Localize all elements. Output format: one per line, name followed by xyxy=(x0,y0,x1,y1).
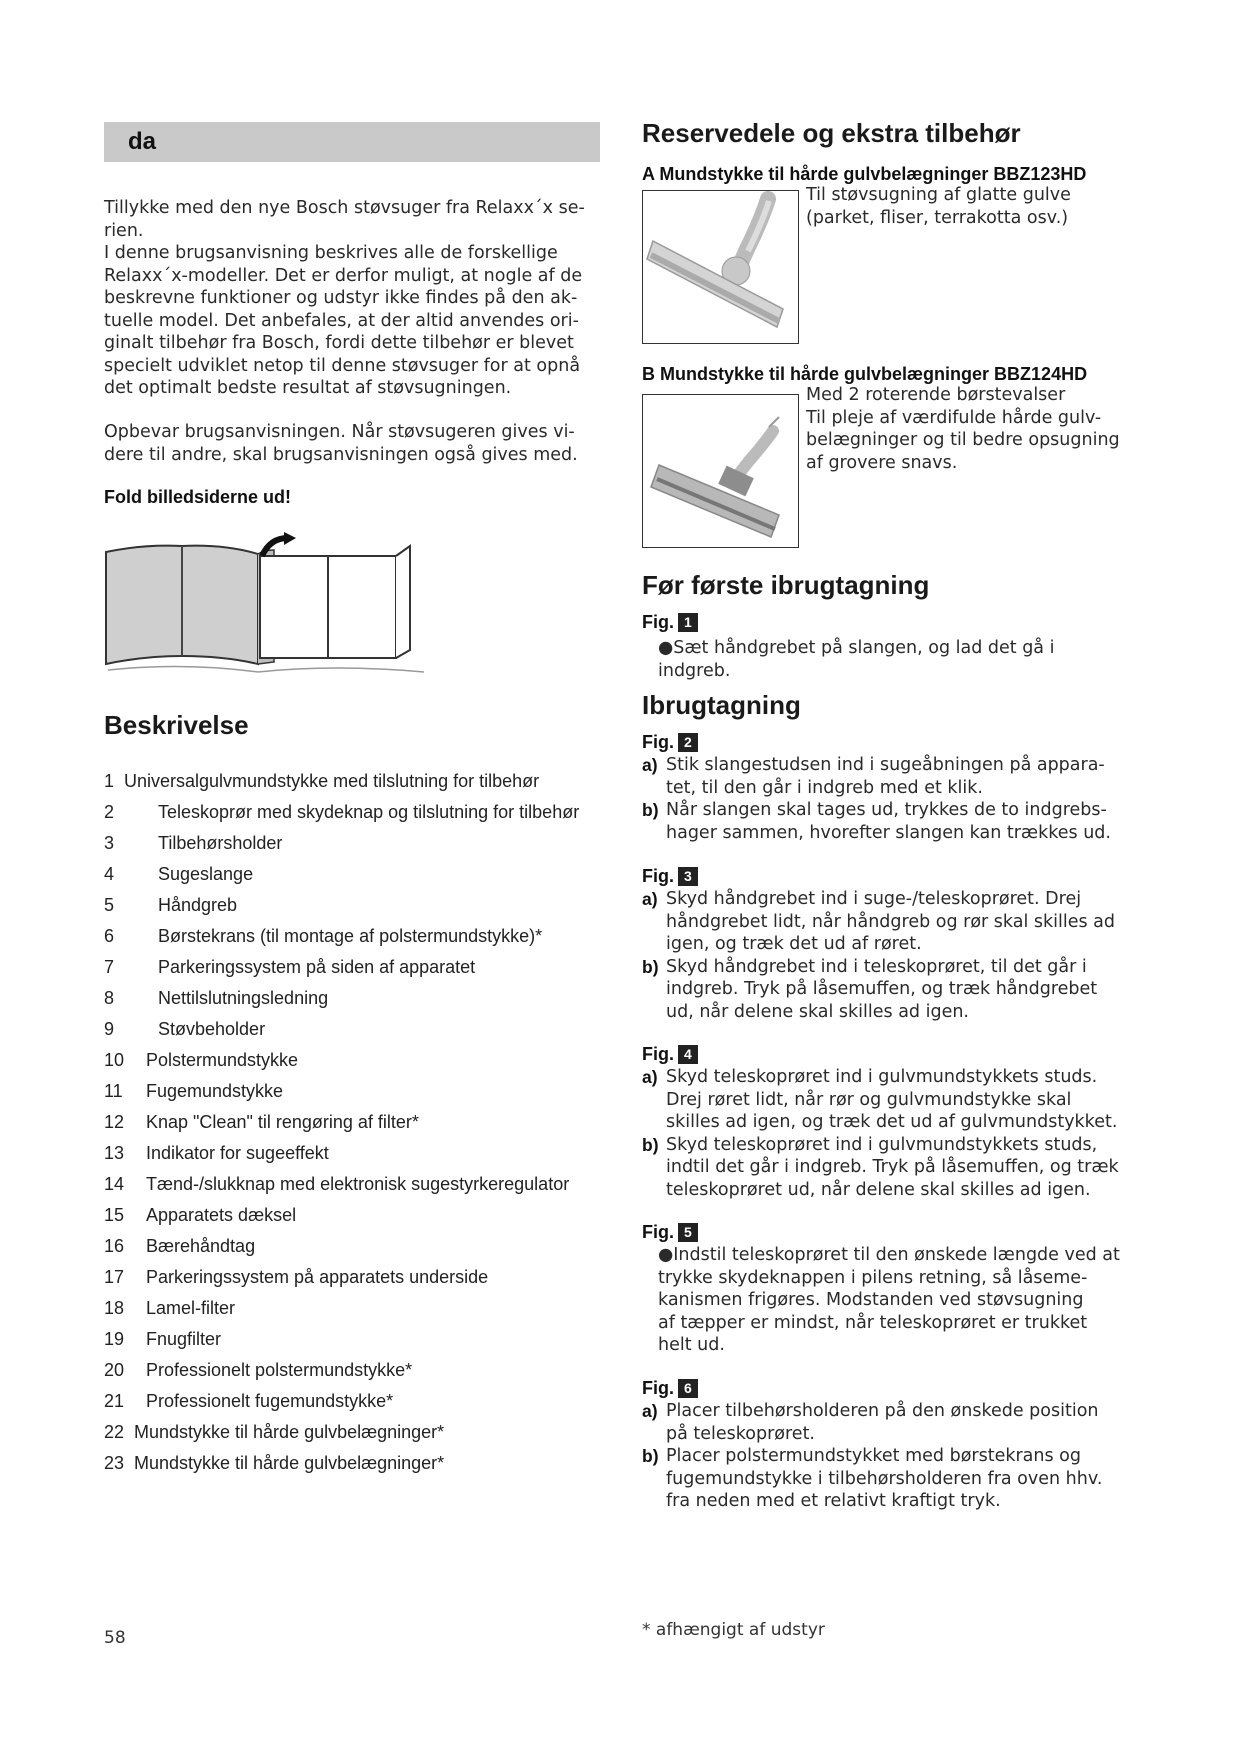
list-item xyxy=(104,1076,624,1107)
list-item xyxy=(104,1293,624,1324)
item-number: 11 xyxy=(104,1081,123,1101)
fig-number-badge: 6 xyxy=(678,1379,698,1398)
step-letter: b) xyxy=(642,800,659,820)
fig-word: Fig. xyxy=(642,612,674,632)
step-a xyxy=(642,1400,1122,1445)
fig-number-badge: 5 xyxy=(678,1223,698,1242)
hard-floor-nozzle-b-image xyxy=(642,394,799,548)
list-item xyxy=(104,1200,624,1231)
text-line: ●Indstil teleskoprøret til den ønskede længde ved at xyxy=(658,1245,1120,1265)
list-item xyxy=(104,828,624,859)
keep-manual-paragraph xyxy=(104,421,604,466)
list-item xyxy=(104,859,624,890)
parts-list xyxy=(104,766,624,1479)
step-b xyxy=(642,1134,1122,1202)
text-line: kanismen frigøres. Modstanden ved støvsugning xyxy=(658,1290,1084,1310)
text-line: Relaxx´x-modeller. Det er derfor muligt, at nogle af de xyxy=(104,265,583,286)
text-line: fugemundstykke i tilbehørsholderen fra oven hhv. xyxy=(666,1468,1103,1489)
hard-floor-nozzle-a-image xyxy=(642,190,799,344)
item-label: Fnugfilter xyxy=(146,1329,222,1349)
intro-paragraph xyxy=(104,197,604,400)
step-letter: a) xyxy=(642,1067,658,1087)
language-tag: da xyxy=(128,128,157,155)
text-line: specielt udviklet netop til denne støvsuger for at opnå xyxy=(104,355,581,376)
fig-number-badge: 2 xyxy=(678,733,698,752)
text-line: håndgrebet lidt, når håndgreb og rør skal skilles ad xyxy=(666,911,1116,932)
item-label: Håndgreb xyxy=(158,895,238,915)
item-number: 13 xyxy=(104,1143,125,1163)
item-number: 19 xyxy=(104,1329,125,1349)
fig-word: Fig. xyxy=(642,1222,674,1242)
fold-out-label: Fold billedsiderne ud! xyxy=(104,487,292,507)
item-label: Polstermundstykke xyxy=(146,1050,299,1070)
list-item xyxy=(104,1169,624,1200)
first-use-step: ●Sæt håndgrebet på slangen, og lad det gå i indgreb. xyxy=(658,638,1055,681)
item-number: 17 xyxy=(104,1267,125,1287)
spare-b-heading: B Mundstykke til hårde gulvbelægninger BBZ124HD xyxy=(642,364,1088,384)
item-label: Parkeringssystem på apparatets underside xyxy=(146,1267,489,1287)
language-tag-bar xyxy=(104,122,600,162)
fig-4-steps xyxy=(642,1066,1122,1201)
fig-word: Fig. xyxy=(642,866,674,886)
list-item xyxy=(104,1355,624,1386)
fig-number-badge: 1 xyxy=(678,613,698,632)
text-line: hager sammen, hvorefter slangen kan trækkes ud. xyxy=(666,822,1111,843)
item-label: Apparatets dæksel xyxy=(146,1205,297,1225)
item-number: 15 xyxy=(104,1205,125,1225)
page-number: 58 xyxy=(104,1628,126,1648)
description-title: Beskrivelse xyxy=(104,710,249,740)
step-letter: b) xyxy=(642,1134,659,1155)
item-number: 9 xyxy=(104,1019,115,1039)
text-line: belægninger og til bedre opsugning xyxy=(806,430,1120,450)
text-line: af tæpper er mindst, når teleskoprøret er trukket xyxy=(658,1312,1088,1333)
fold-out-pages-illustration xyxy=(104,532,424,682)
text-line: Drej røret lidt, når rør og gulvmundstykke skal xyxy=(666,1089,1072,1110)
step-b xyxy=(642,956,1122,1024)
text-line: Placer polstermundstykket med børstekrans og xyxy=(666,1446,1081,1466)
item-label: Teleskoprør med skydeknap og tilslutning for tilbehør xyxy=(158,802,580,822)
text-line: det optimalt bedste resultat af støvsugningen. xyxy=(104,378,512,398)
text-line: indgreb. Tryk på låsemuffen, og træk håndgrebet xyxy=(666,979,1098,999)
spares-title: Reservedele og ekstra tilbehør xyxy=(642,118,1021,148)
fig-word: Fig. xyxy=(642,1044,674,1064)
fig-3-steps xyxy=(642,888,1122,1023)
text-line: ginalt tilbehør fra Bosch, fordi dette tilbehør er blevet xyxy=(104,333,574,353)
item-label: Indikator for sugeeffekt xyxy=(146,1143,329,1163)
text-line: Skyd teleskoprøret ind i gulvmundstykkets studs. xyxy=(666,1067,1098,1087)
fig-6-steps xyxy=(642,1400,1122,1513)
nozzle-a-icon xyxy=(643,191,798,343)
text-line: Med 2 roterende børstevalser xyxy=(806,385,1066,405)
item-label: Mundstykke til hårde gulvbelægninger* xyxy=(134,1422,445,1442)
item-label: Børstekrans (til montage af polstermundstykke)* xyxy=(158,926,543,946)
first-use-title: Før første ibrugtagning xyxy=(642,570,930,600)
item-label: Professionelt fugemundstykke* xyxy=(146,1391,394,1411)
list-item xyxy=(104,1262,624,1293)
nozzle-b-icon xyxy=(643,395,798,547)
text-line: indtil det går i indgreb. Tryk på låsemuffen, og træk xyxy=(666,1157,1119,1177)
list-item xyxy=(104,1231,624,1262)
step-b xyxy=(642,1445,1122,1513)
item-number: 3 xyxy=(104,833,115,853)
text-line: af grovere snavs. xyxy=(806,452,958,473)
text-line: Skyd teleskoprøret ind i gulvmundstykkets studs, xyxy=(666,1134,1098,1155)
list-item xyxy=(104,1324,624,1355)
text-line: (parket, fliser, terrakotta osv.) xyxy=(806,207,1069,228)
step-letter: b) xyxy=(642,956,659,977)
text-line: tuelle model. Det anbefales, at der altid anvendes ori- xyxy=(104,310,579,331)
text-line: på teleskoprøret. xyxy=(666,1423,815,1444)
item-number: 1 xyxy=(104,771,115,791)
spare-a-heading: A Mundstykke til hårde gulvbelægninger BBZ123HD xyxy=(642,164,1087,184)
spare-b-description xyxy=(806,384,1124,474)
item-label: Mundstykke til hårde gulvbelægninger* xyxy=(134,1453,445,1473)
item-label: Knap "Clean" til rengøring af filter* xyxy=(146,1112,419,1132)
text-line: igen, og træk det ud af røret. xyxy=(666,934,922,954)
item-number: 22 xyxy=(104,1422,125,1442)
fig-number-badge: 4 xyxy=(678,1045,698,1064)
fig-4-label xyxy=(642,1044,698,1065)
fig-2-label xyxy=(642,732,698,753)
fig-5-label xyxy=(642,1222,698,1243)
list-item xyxy=(104,797,624,828)
fig-word: Fig. xyxy=(642,732,674,752)
text-line: Til pleje af værdifulde hårde gulv- xyxy=(806,407,1102,428)
item-label: Lamel-filter xyxy=(146,1298,236,1318)
text-line: Stik slangestudsen ind i sugeåbningen på appara- xyxy=(666,755,1105,775)
fig-2-steps xyxy=(642,754,1122,844)
item-number: 6 xyxy=(104,926,115,946)
list-item xyxy=(104,1045,624,1076)
text-line: tet, til den går i indgreb med et klik. xyxy=(666,777,983,798)
text-line: helt ud. xyxy=(658,1335,725,1355)
text-line: beskrevne funktioner og udstyr ikke findes på den ak- xyxy=(104,288,578,308)
item-number: 12 xyxy=(104,1112,125,1132)
list-item xyxy=(104,1014,624,1045)
text-line: Opbevar brugsanvisningen. Når støvsugeren gives vi- xyxy=(104,422,575,442)
item-number: 10 xyxy=(104,1050,125,1070)
list-item xyxy=(104,766,624,797)
step-letter: b) xyxy=(642,1446,659,1466)
text-line: Placer tilbehørsholderen på den ønskede position xyxy=(666,1401,1099,1421)
fig-1-label xyxy=(642,612,698,633)
text-line: teleskoprøret ud, når delene skal skilles ad igen. xyxy=(666,1179,1091,1200)
text-line: Skyd håndgrebet ind i teleskoprøret, til det går i xyxy=(666,956,1087,977)
item-number: 20 xyxy=(104,1360,125,1380)
fig-number-badge: 3 xyxy=(678,867,698,886)
text-line: trykke skydeknappen i pilens retning, så låseme- xyxy=(658,1267,1088,1288)
list-item xyxy=(104,983,624,1014)
list-item xyxy=(104,1107,624,1138)
text-line: ud, når delene skal skilles ad igen. xyxy=(666,1001,969,1022)
text-line: skilles ad igen, og træk det ud af gulvmundstykket. xyxy=(666,1112,1118,1132)
text-line: Til støvsugning af glatte gulve xyxy=(806,185,1071,205)
text-line: rien. xyxy=(104,220,144,241)
list-item xyxy=(104,952,624,983)
list-item xyxy=(104,921,624,952)
item-label: Tilbehørsholder xyxy=(158,833,283,853)
item-number: 14 xyxy=(104,1174,125,1194)
step-a xyxy=(642,754,1122,799)
step-a xyxy=(642,1066,1122,1134)
step-a xyxy=(642,888,1122,956)
list-item xyxy=(104,890,624,921)
text-line: Skyd håndgrebet ind i suge-/teleskoprøret. Drej xyxy=(666,889,1082,909)
item-label: Professionelt polstermundstykke* xyxy=(146,1360,413,1380)
footnote: * afhængigt af udstyr xyxy=(642,1620,825,1640)
operation-title: Ibrugtagning xyxy=(642,690,801,720)
item-label: Tænd-/slukknap med elektronisk sugestyrkeregulator xyxy=(146,1174,570,1194)
list-item xyxy=(104,1448,624,1479)
list-item xyxy=(104,1417,624,1448)
step-letter: a) xyxy=(642,755,658,775)
step-letter: a) xyxy=(642,889,658,909)
fig-5-steps xyxy=(658,1244,1128,1357)
text-line: Når slangen skal tages ud, trykkes de to indgrebs- xyxy=(666,800,1107,820)
item-number: 18 xyxy=(104,1298,125,1318)
fig-word: Fig. xyxy=(642,1378,674,1398)
item-number: 23 xyxy=(104,1453,125,1473)
item-label: Sugeslange xyxy=(158,864,254,884)
item-label: Støvbeholder xyxy=(158,1019,266,1039)
item-label: Universalgulvmundstykke med tilslutning for tilbehør xyxy=(124,771,540,791)
spare-a-description xyxy=(806,184,1071,229)
item-label: Nettilslutningsledning xyxy=(158,988,329,1008)
text-line: I denne brugsanvisning beskrives alle de forskellige xyxy=(104,243,558,263)
item-number: 2 xyxy=(104,802,115,822)
item-number: 7 xyxy=(104,957,115,977)
item-number: 5 xyxy=(104,895,115,915)
item-number: 21 xyxy=(104,1391,125,1411)
item-label: Fugemundstykke xyxy=(146,1081,284,1101)
item-label: Bærehåndtag xyxy=(146,1236,256,1256)
fig-3-label xyxy=(642,866,698,887)
text-line: Tillykke med den nye Bosch støvsuger fra Relaxx´x se- xyxy=(104,198,585,218)
list-item xyxy=(104,1386,624,1417)
item-number: 16 xyxy=(104,1236,125,1256)
step-letter: a) xyxy=(642,1401,658,1421)
list-item xyxy=(104,1138,624,1169)
step-b xyxy=(642,799,1122,844)
text-line: dere til andre, skal brugsanvisningen også gives med. xyxy=(104,444,578,465)
fig-6-label xyxy=(642,1378,698,1399)
item-number: 4 xyxy=(104,864,115,884)
item-label: Parkeringssystem på siden af apparatet xyxy=(158,957,476,977)
text-line: fra neden med et relativt kraftigt tryk. xyxy=(666,1491,1001,1511)
item-number: 8 xyxy=(104,988,115,1008)
